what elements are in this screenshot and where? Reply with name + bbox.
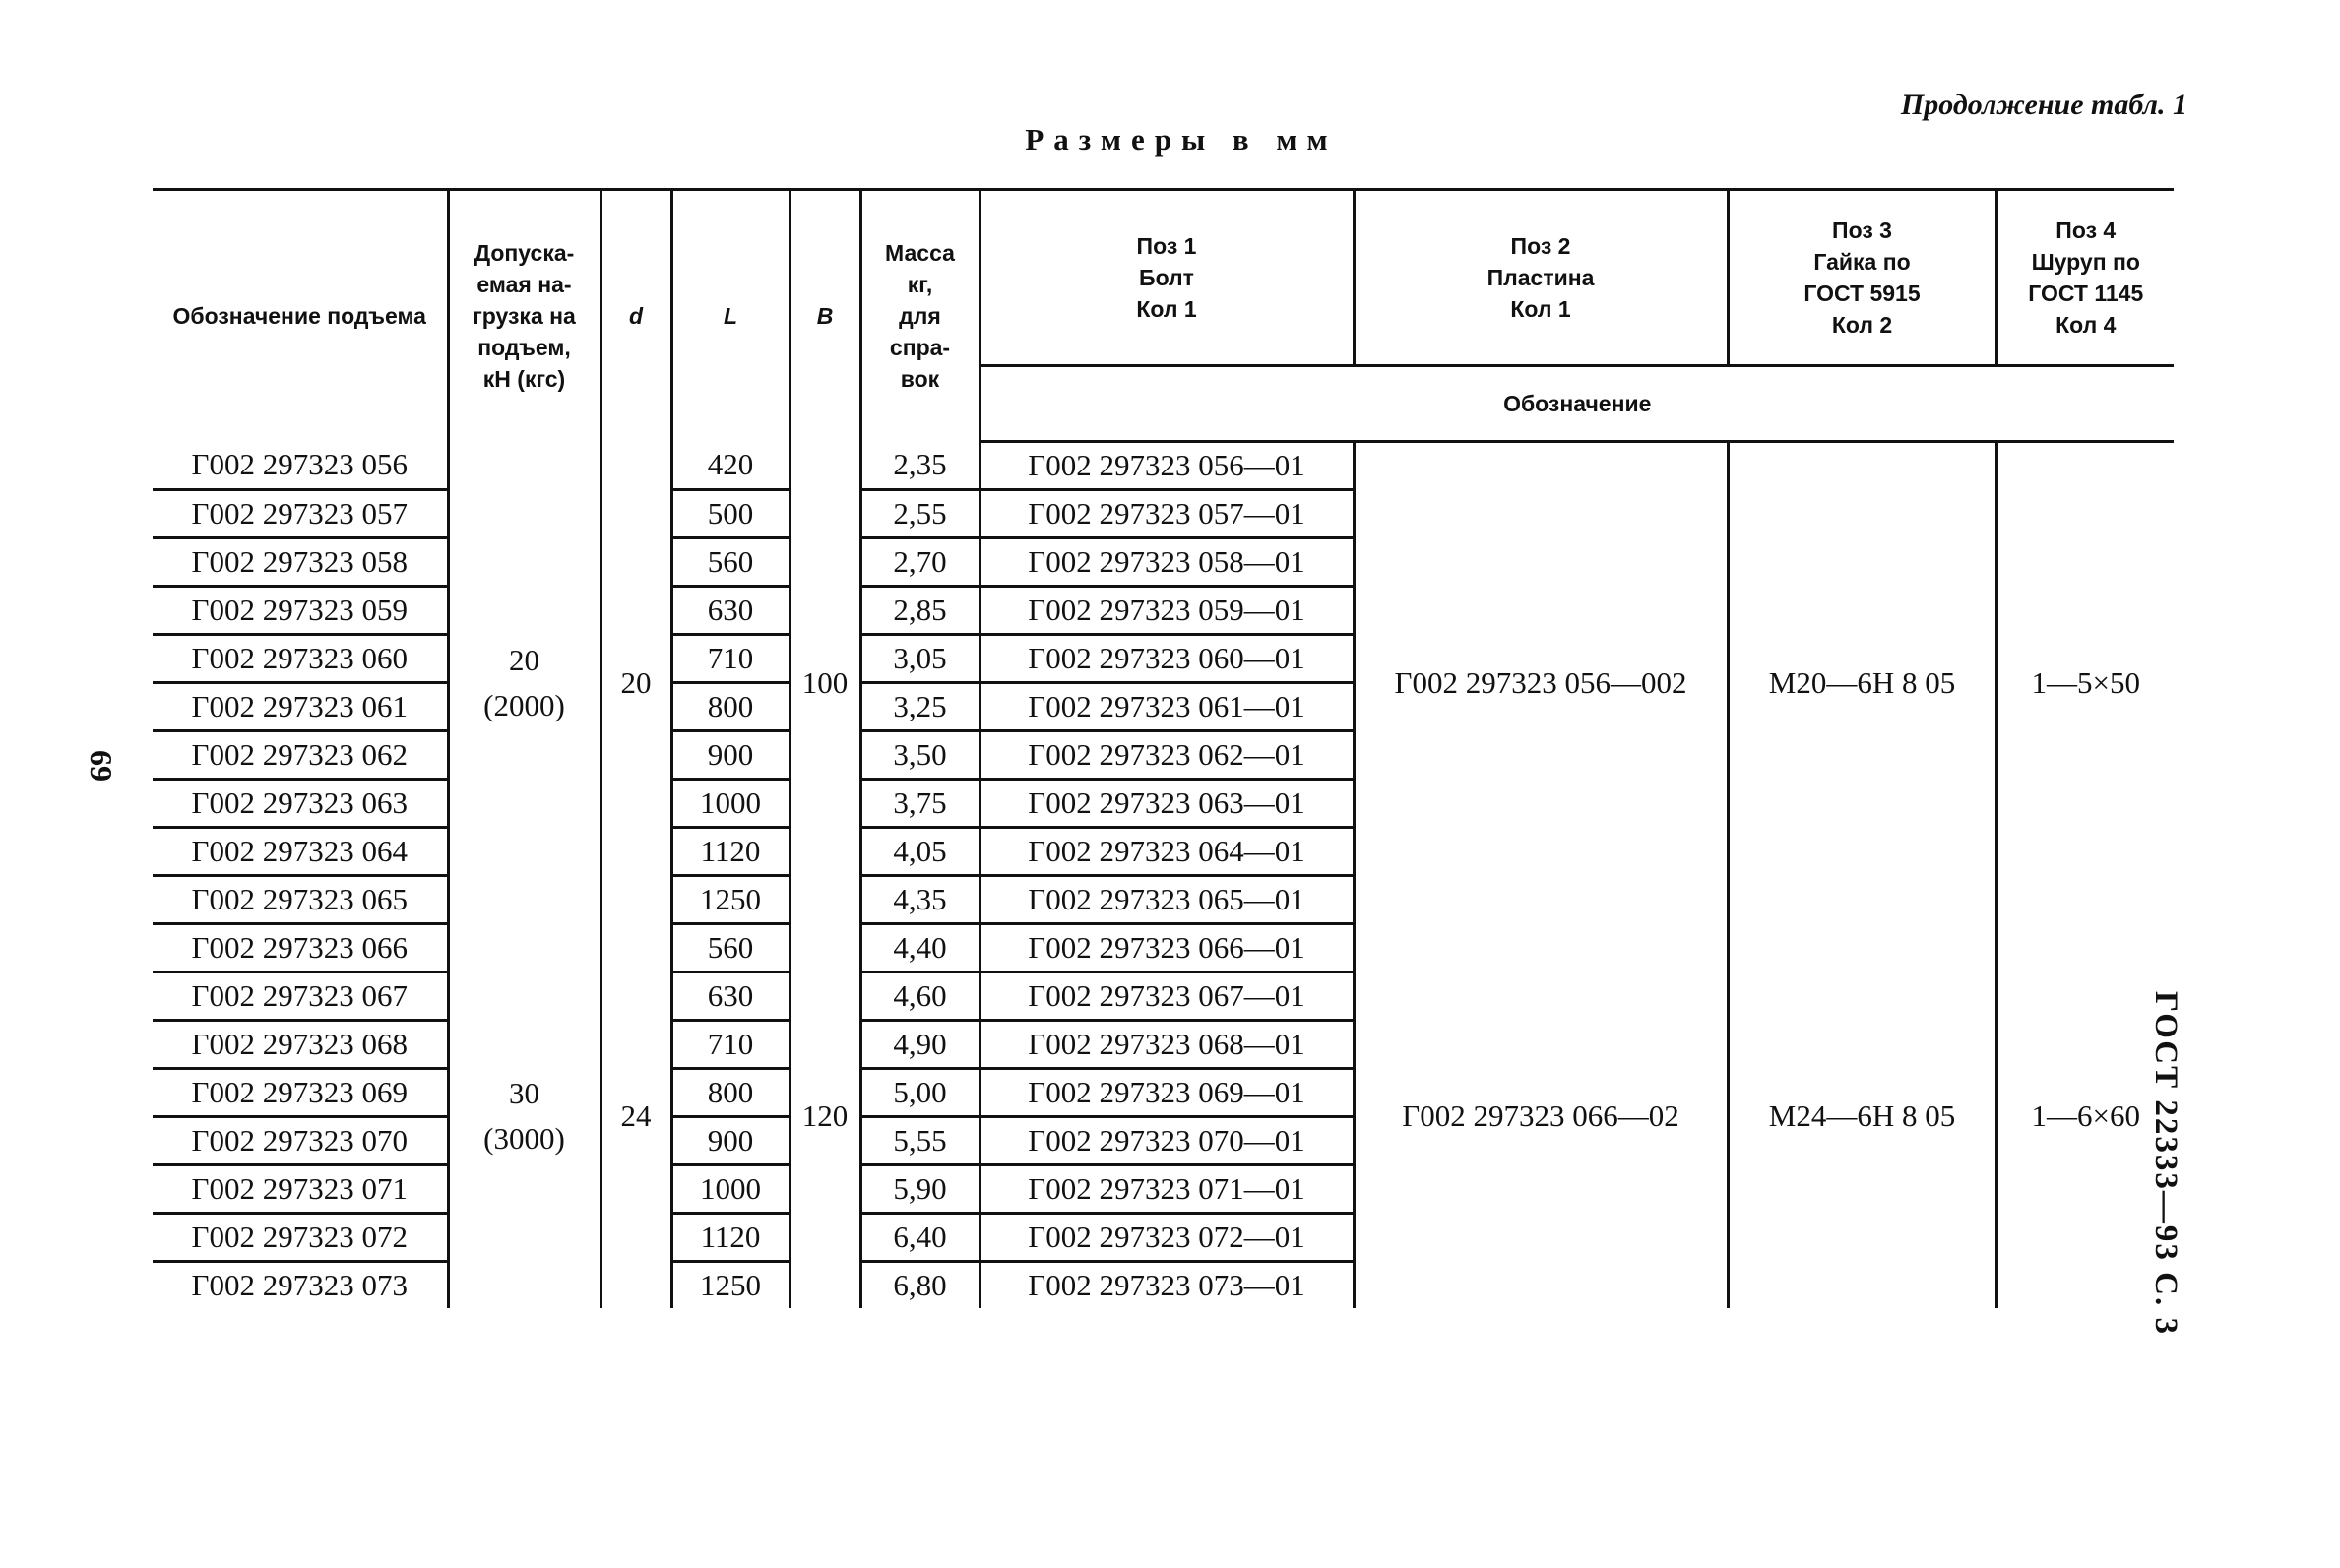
cell-designation: Г002 297323 060 — [153, 635, 448, 683]
cell-mass: 4,35 — [860, 876, 980, 924]
cell-pos1: Г002 297323 070—01 — [980, 1117, 1354, 1165]
cell-pos1: Г002 297323 057—01 — [980, 490, 1354, 538]
cell-mass: 4,60 — [860, 972, 980, 1021]
page-number: 69 — [84, 750, 119, 782]
cell-l: 560 — [671, 924, 790, 972]
header-designation: Обозначение подъема — [153, 190, 448, 442]
cell-mass: 5,55 — [860, 1117, 980, 1165]
header-mass: Масса кг, для спра- вок — [860, 190, 980, 442]
cell-designation: Г002 297323 063 — [153, 780, 448, 828]
spec-table — [153, 188, 2174, 1308]
cell-designation: Г002 297323 068 — [153, 1021, 448, 1069]
cell-mass: 5,00 — [860, 1069, 980, 1117]
cell-designation: Г002 297323 070 — [153, 1117, 448, 1165]
document-id: ГОСТ 22333—93 С. 3 — [2148, 991, 2183, 1336]
header-pos1: Поз 1 Болт Кол 1 — [980, 190, 1354, 366]
cell-load: 30 (3000) — [448, 924, 601, 1309]
cell-pos3: М20—6Н 8 05 — [1728, 442, 1996, 924]
header-l: L — [671, 190, 790, 442]
cell-b: 120 — [790, 924, 860, 1309]
cell-designation: Г002 297323 071 — [153, 1165, 448, 1214]
cell-pos1: Г002 297323 071—01 — [980, 1165, 1354, 1214]
cell-designation: Г002 297323 062 — [153, 731, 448, 780]
cell-mass: 5,90 — [860, 1165, 980, 1214]
cell-l: 710 — [671, 1021, 790, 1069]
cell-pos4: 1—6×60 — [1996, 924, 2174, 1309]
cell-designation: Г002 297323 069 — [153, 1069, 448, 1117]
cell-designation: Г002 297323 059 — [153, 587, 448, 635]
cell-designation: Г002 297323 057 — [153, 490, 448, 538]
cell-pos1: Г002 297323 062—01 — [980, 731, 1354, 780]
cell-pos1: Г002 297323 067—01 — [980, 972, 1354, 1021]
table-row — [153, 924, 2174, 972]
cell-d: 20 — [601, 442, 671, 924]
cell-mass: 4,05 — [860, 828, 980, 876]
cell-b: 100 — [790, 442, 860, 924]
cell-designation: Г002 297323 072 — [153, 1214, 448, 1262]
cell-mass: 2,85 — [860, 587, 980, 635]
cell-designation: Г002 297323 058 — [153, 538, 448, 587]
cell-pos1: Г002 297323 060—01 — [980, 635, 1354, 683]
cell-l: 1120 — [671, 828, 790, 876]
cell-mass: 3,05 — [860, 635, 980, 683]
cell-designation: Г002 297323 065 — [153, 876, 448, 924]
cell-designation: Г002 297323 067 — [153, 972, 448, 1021]
cell-mass: 3,75 — [860, 780, 980, 828]
cell-mass: 4,90 — [860, 1021, 980, 1069]
cell-mass: 2,35 — [860, 442, 980, 490]
cell-l: 710 — [671, 635, 790, 683]
cell-l: 1250 — [671, 876, 790, 924]
cell-l: 630 — [671, 972, 790, 1021]
header-pos2: Поз 2 Пластина Кол 1 — [1354, 190, 1728, 366]
cell-designation: Г002 297323 073 — [153, 1262, 448, 1309]
units-caption: Размеры в мм — [1025, 122, 1338, 157]
cell-l: 1250 — [671, 1262, 790, 1309]
cell-pos1: Г002 297323 065—01 — [980, 876, 1354, 924]
cell-mass: 6,40 — [860, 1214, 980, 1262]
header-pos4: Поз 4 Шуруп по ГОСТ 1145 Кол 4 — [1996, 190, 2174, 366]
cell-designation: Г002 297323 056 — [153, 442, 448, 490]
cell-mass: 6,80 — [860, 1262, 980, 1309]
cell-pos1: Г002 297323 061—01 — [980, 683, 1354, 731]
cell-l: 560 — [671, 538, 790, 587]
header-oboznachenie: Обозначение — [980, 366, 2174, 442]
cell-pos1: Г002 297323 072—01 — [980, 1214, 1354, 1262]
cell-pos4: 1—5×50 — [1996, 442, 2174, 924]
cell-l: 500 — [671, 490, 790, 538]
cell-d: 24 — [601, 924, 671, 1309]
cell-l: 800 — [671, 1069, 790, 1117]
table-row — [153, 442, 2174, 490]
cell-mass: 2,55 — [860, 490, 980, 538]
cell-l: 800 — [671, 683, 790, 731]
cell-mass: 2,70 — [860, 538, 980, 587]
cell-l: 900 — [671, 731, 790, 780]
continuation-note: Продолжение табл. 1 — [1900, 89, 2187, 121]
cell-pos2: Г002 297323 056—002 — [1354, 442, 1728, 924]
cell-pos3: М24—6Н 8 05 — [1728, 924, 1996, 1309]
cell-mass: 3,50 — [860, 731, 980, 780]
cell-load: 20 (2000) — [448, 442, 601, 924]
cell-pos1: Г002 297323 063—01 — [980, 780, 1354, 828]
cell-pos1: Г002 297323 068—01 — [980, 1021, 1354, 1069]
header-load: Допуска- емая на- грузка на подъем, кН (кгс) — [448, 190, 601, 442]
cell-pos1: Г002 297323 073—01 — [980, 1262, 1354, 1309]
cell-pos2: Г002 297323 066—02 — [1354, 924, 1728, 1309]
cell-mass: 4,40 — [860, 924, 980, 972]
cell-designation: Г002 297323 066 — [153, 924, 448, 972]
cell-designation: Г002 297323 064 — [153, 828, 448, 876]
cell-pos1: Г002 297323 059—01 — [980, 587, 1354, 635]
header-pos3: Поз 3 Гайка по ГОСТ 5915 Кол 2 — [1728, 190, 1996, 366]
cell-l: 900 — [671, 1117, 790, 1165]
cell-l: 630 — [671, 587, 790, 635]
spec-table-body — [153, 442, 2174, 1309]
cell-pos1: Г002 297323 069—01 — [980, 1069, 1354, 1117]
cell-l: 1000 — [671, 1165, 790, 1214]
cell-l: 1000 — [671, 780, 790, 828]
header-b: B — [790, 190, 860, 442]
cell-mass: 3,25 — [860, 683, 980, 731]
cell-pos1: Г002 297323 066—01 — [980, 924, 1354, 972]
cell-l: 1120 — [671, 1214, 790, 1262]
cell-l: 420 — [671, 442, 790, 490]
cell-pos1: Г002 297323 064—01 — [980, 828, 1354, 876]
cell-pos1: Г002 297323 056—01 — [980, 442, 1354, 490]
cell-pos1: Г002 297323 058—01 — [980, 538, 1354, 587]
header-d: d — [601, 190, 671, 442]
cell-designation: Г002 297323 061 — [153, 683, 448, 731]
